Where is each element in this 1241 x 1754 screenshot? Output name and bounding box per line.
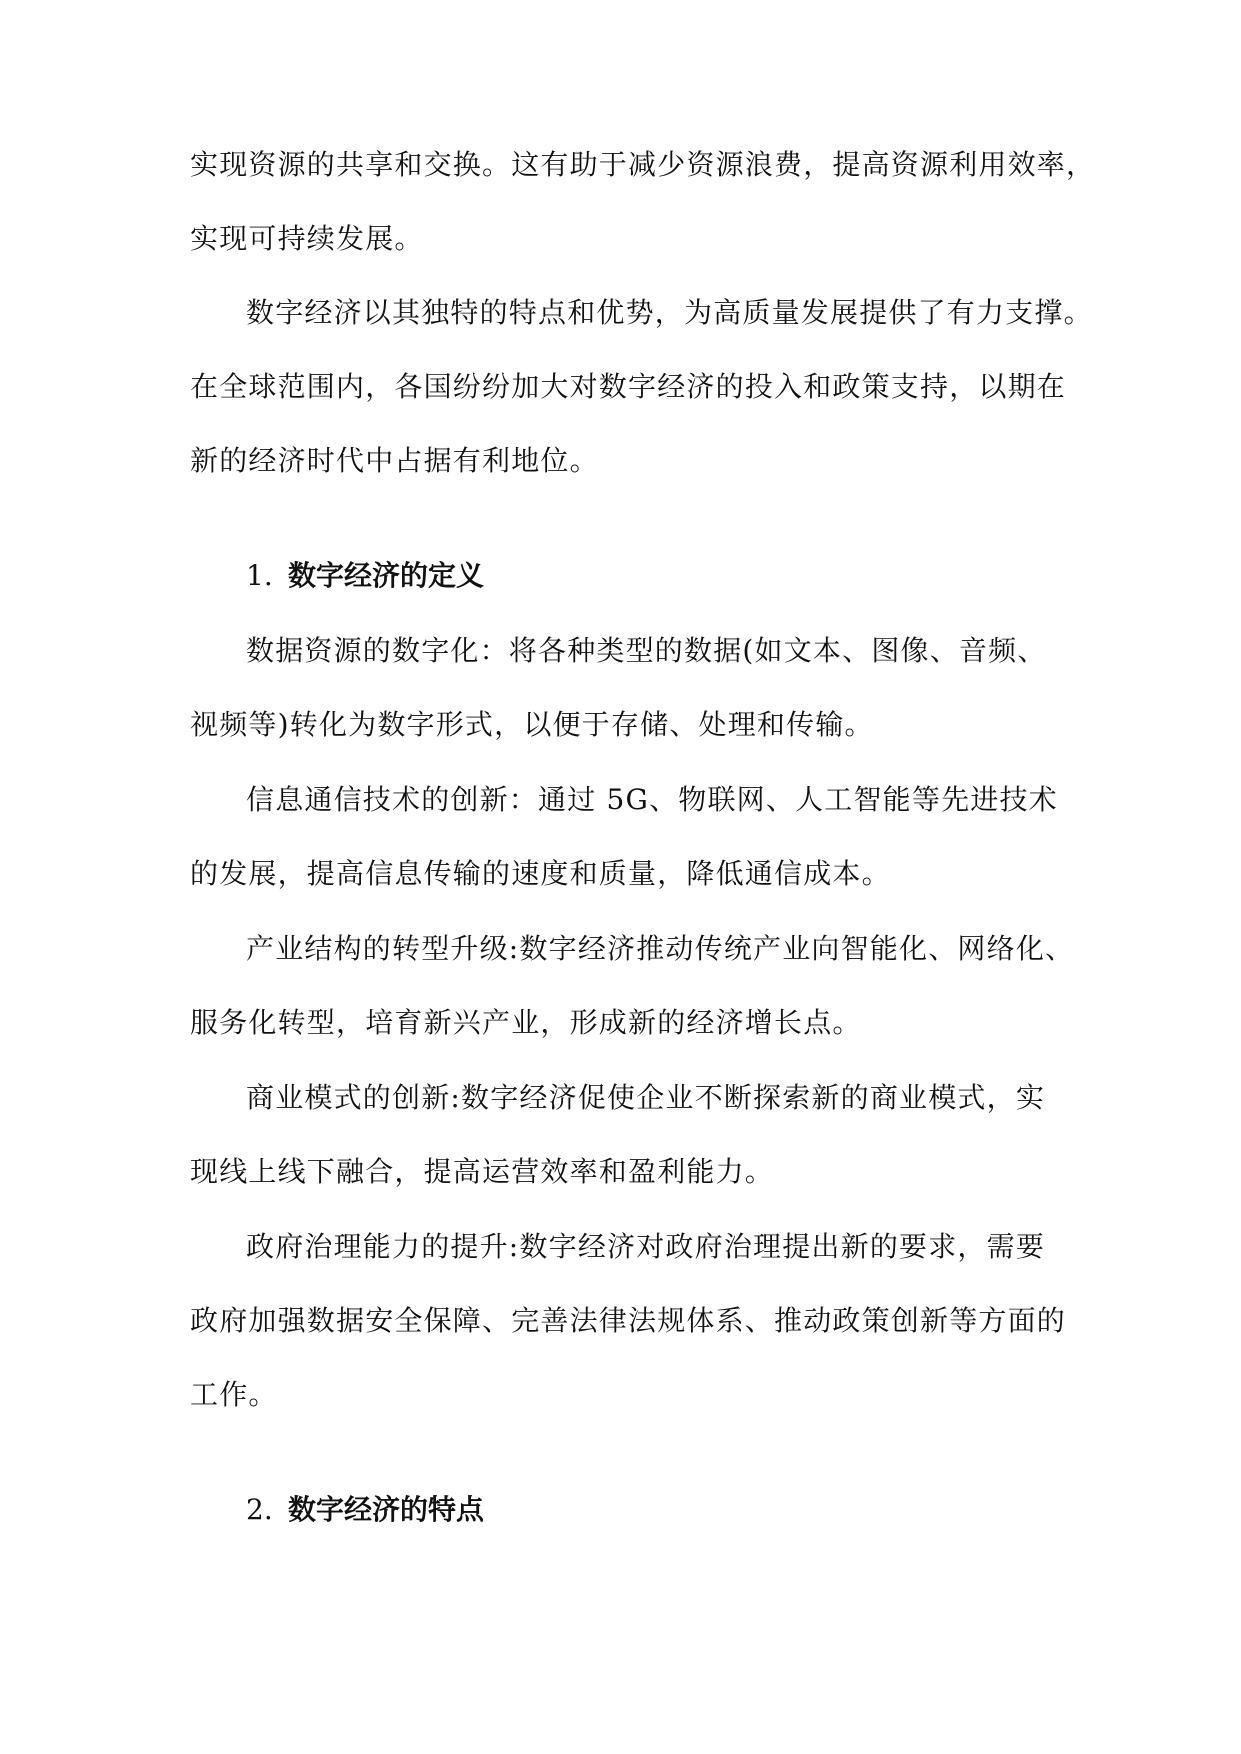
paragraph-line: 信息通信技术的创新：通过 5G、物联网、人工智能等先进技术	[246, 783, 1058, 816]
paragraph-line: 政府治理能力的提升:数字经济对政府治理提出新的要求，需要	[246, 1230, 1046, 1263]
paragraph-line: 实现资源的共享和交换。这有助于减少资源浪费，提高资源利用效率，	[190, 148, 1096, 181]
paragraph-line: 商业模式的创新:数字经济促使企业不断探索新的商业模式，实	[246, 1081, 1046, 1114]
paragraph-line: 工作。	[190, 1378, 278, 1411]
paragraph-line: 服务化转型，培育新兴产业，形成新的经济增长点。	[190, 1006, 862, 1039]
paragraph-line: 在全球范围内，各国纷纷加大对数字经济的投入和政策支持，以期在	[190, 370, 1067, 403]
paragraph-line: 视频等)转化为数字形式，以便于存储、处理和传输。	[190, 708, 874, 741]
paragraph-line: 的发展，提高信息传输的速度和质量，降低通信成本。	[190, 857, 891, 890]
section-number: 2.	[246, 1493, 273, 1526]
paragraph-line: 产业结构的转型升级:数字经济推动传统产业向智能化、网络化、	[246, 932, 1075, 965]
paragraph-line: 新的经济时代中占据有利地位。	[190, 444, 599, 477]
paragraph-line: 数据资源的数字化：将各种类型的数据(如文本、图像、音频、	[246, 634, 1047, 667]
section-title: 数字经济的特点	[288, 1493, 485, 1526]
paragraph-line: 实现可持续发展。	[190, 222, 424, 255]
paragraph-line: 数字经济以其独特的特点和优势，为高质量发展提供了有力支撑。	[246, 296, 1093, 329]
section-title: 数字经济的定义	[288, 559, 485, 592]
section-number: 1.	[246, 559, 273, 592]
section-heading	[246, 1492, 484, 1528]
paragraph-line: 政府加强数据安全保障、完善法律法规体系、推动政策创新等方面的	[190, 1304, 1067, 1337]
section-heading	[246, 558, 484, 594]
paragraph-line: 现线上线下融合，提高运营效率和盈利能力。	[190, 1155, 775, 1188]
